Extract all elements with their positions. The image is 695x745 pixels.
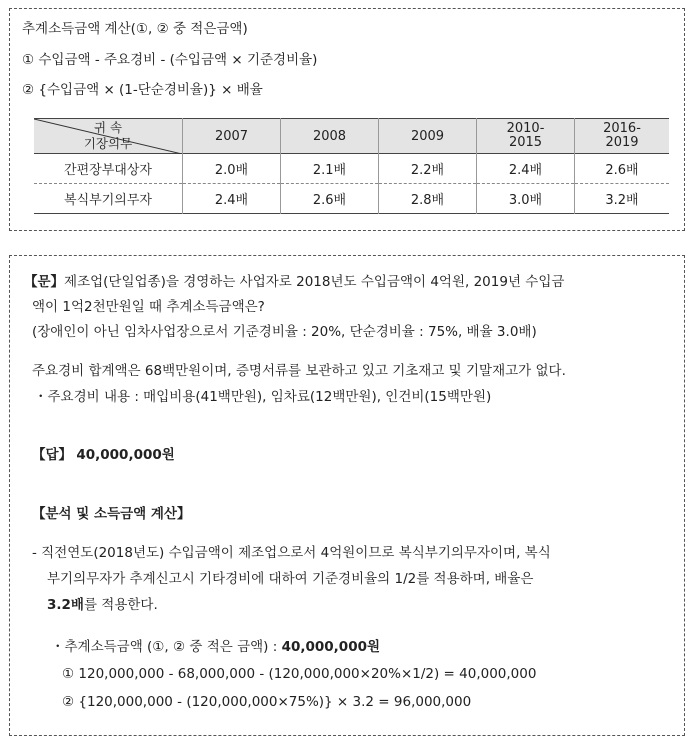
row-label: 간편장부대상자 bbox=[64, 163, 152, 178]
column-header: 2008 bbox=[281, 119, 379, 154]
table-cell: 2.8배 bbox=[379, 184, 477, 214]
question-tag: 【문】 bbox=[24, 274, 65, 290]
corner-label-bottom: 기장의무 bbox=[83, 136, 133, 151]
table-cell: 2.4배 bbox=[477, 154, 575, 184]
answer-line bbox=[32, 444, 175, 467]
analysis-title: 【분석 및 소득금액 계산】 bbox=[32, 506, 191, 522]
question-line-4: 주요경비 합계액은 68백만원이며, 증명서류를 보관하고 있고 기초재고 및 기말재고가 없다. bbox=[32, 363, 566, 379]
corner-label-top: 귀 속 bbox=[93, 120, 123, 135]
table-corner-cell bbox=[34, 119, 183, 154]
table-cell: 3.2배 bbox=[575, 184, 670, 214]
multiplier-value: 3.2배 bbox=[47, 597, 84, 613]
question-line-2: 액이 1억2천만원일 때 추계소득금액은? bbox=[32, 299, 265, 315]
calc-label: ・추계소득금액 (①, ② 중 적은 금액) : bbox=[51, 639, 282, 655]
table-cell: 2.0배 bbox=[183, 154, 281, 184]
calc-line-1: ① 120,000,000 - 68,000,000 - (120,000,000×20%×1/2) = 40,000,000 bbox=[62, 666, 537, 682]
table-cell: 2.2배 bbox=[379, 154, 477, 184]
calc-summary-line bbox=[51, 636, 380, 659]
table-cell: 2.1배 bbox=[281, 154, 379, 184]
calc-result: 40,000,000원 bbox=[281, 639, 381, 655]
analysis-line-1: - 직전연도(2018년도) 수입금액이 제조업으로서 4억원이므로 복식부기의무자이며, 복식 bbox=[32, 545, 551, 561]
answer-value: 40,000,000원 bbox=[76, 447, 175, 463]
question-text: 제조업(단일업종)을 경영하는 사업자로 2018년도 수입금액이 4억원, 2019년 수입금 bbox=[64, 274, 565, 290]
table-cell: 2.4배 bbox=[183, 184, 281, 214]
column-header: 2016- 2019 bbox=[575, 119, 670, 154]
answer-tag: 【답】 bbox=[32, 447, 73, 463]
question-line-1 bbox=[24, 271, 564, 294]
formula-title: 추계소득금액 계산(①, ② 중 적은금액) bbox=[22, 21, 248, 37]
question-line-5: ・주요경비 내용 : 매입비용(41백만원), 임차료(12백만원), 인건비(15백만원) bbox=[34, 389, 492, 405]
calc-line-2: ② {120,000,000 - (120,000,000×75%)} × 3.2 = 96,000,000 bbox=[62, 694, 472, 710]
column-header: 2007 bbox=[183, 119, 281, 154]
example-box bbox=[9, 255, 685, 736]
table-header-row bbox=[34, 119, 669, 154]
row-label: 복식부기의무자 bbox=[64, 193, 152, 208]
analysis-text: 를 적용한다. bbox=[83, 597, 158, 613]
formula-line-1: ① 수입금액 - 주요경비 - (수입금액 × 기준경비율) bbox=[22, 52, 318, 68]
question-line-3: (장애인이 아닌 임차사업장으로서 기준경비율 : 20%, 단순경비율 : 75%, 배율 3.0배) bbox=[32, 324, 537, 340]
column-header: 2010- 2015 bbox=[477, 119, 575, 154]
column-header: 2009 bbox=[379, 119, 477, 154]
table-cell: 2.6배 bbox=[575, 154, 670, 184]
table-cell: 2.6배 bbox=[281, 184, 379, 214]
formula-box bbox=[9, 8, 685, 231]
formula-line-2: ② {수입금액 × (1-단순경비율)} × 배율 bbox=[22, 82, 263, 98]
analysis-line-3 bbox=[47, 594, 158, 617]
multiplier-table bbox=[34, 118, 669, 214]
table-cell: 3.0배 bbox=[477, 184, 575, 214]
analysis-line-2: 부기의무자가 추계신고시 기타경비에 대하여 기준경비율의 1/2를 적용하며, 배율은 bbox=[47, 571, 534, 587]
table-row bbox=[34, 154, 669, 184]
table-row bbox=[34, 184, 669, 214]
